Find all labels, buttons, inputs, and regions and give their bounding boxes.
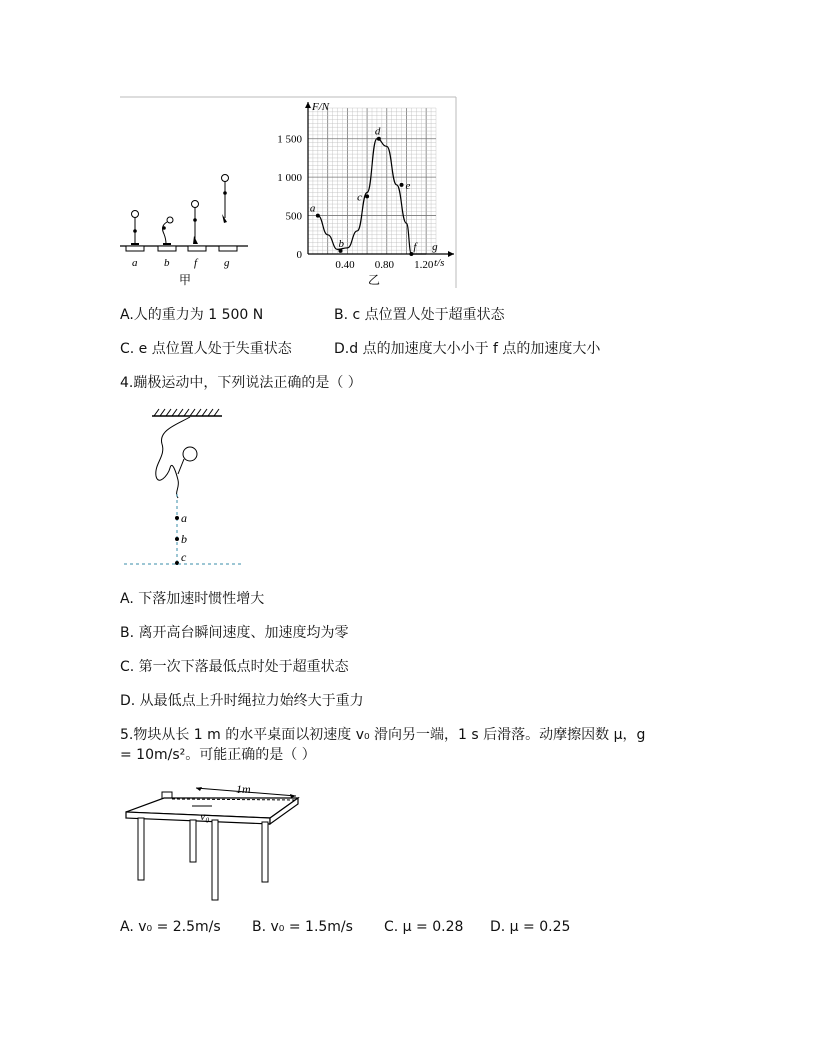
chart-ylabel: F/N — [312, 101, 330, 113]
q3-option-d[interactable]: D.d 点的加速度大小小于 f 点的加速度大小 — [334, 341, 601, 357]
label-c: c — [181, 550, 187, 564]
chart-point-e — [400, 183, 404, 187]
q3-figure-svg — [118, 96, 458, 292]
x-axis-arrow — [448, 251, 454, 257]
q5-option-c[interactable]: C. μ = 0.28 — [384, 919, 464, 935]
jia-label-a: a — [132, 257, 138, 269]
label-a: a — [181, 511, 187, 525]
q4-option-c[interactable]: C. 第一次下落最低点时处于超重状态 — [120, 659, 349, 675]
y-tick-label-3: 1 500 — [277, 133, 302, 146]
chart-point-label-c: c — [357, 191, 362, 204]
chart-point-label-e: e — [405, 179, 411, 192]
q4-figure — [118, 404, 248, 574]
q5-option-b[interactable]: B. v₀ = 1.5m/s — [252, 919, 353, 935]
bungee-svg — [118, 404, 248, 574]
jia-label-g: g — [224, 257, 230, 269]
chart-grid — [308, 108, 436, 254]
jia-label-f: f — [194, 257, 198, 269]
y-tick-label-2: 1 000 — [277, 172, 302, 185]
q3-option-a[interactable]: A.人的重力为 1 500 N — [120, 307, 264, 323]
q3-option-b[interactable]: B. c 点位置人处于超重状态 — [334, 307, 505, 323]
x-tick-label-0: 0.40 — [335, 259, 355, 271]
chart-xlabel: t/s — [434, 257, 445, 269]
chart-point-label-d: d — [374, 125, 381, 138]
q4-stem: 4.蹦极运动中，下列说法正确的是（ ） — [120, 375, 362, 391]
label-b: b — [181, 532, 187, 546]
y-tick-label-1: 500 — [285, 210, 302, 223]
q4-option-a[interactable]: A. 下落加速时惯性增大 — [120, 591, 265, 607]
x-tick-label-2: 1.20 — [414, 259, 434, 271]
velocity-label: v₀ — [200, 809, 210, 823]
chart-yi — [277, 101, 454, 287]
q4-option-b[interactable]: B. 离开高台瞬间速度、加速度均为零 — [120, 625, 349, 641]
q5-option-d[interactable]: D. μ = 0.25 — [490, 919, 571, 935]
q5-figure — [120, 784, 310, 904]
fig-jia — [120, 175, 248, 288]
chart-point-a — [316, 214, 320, 218]
y-axis-arrow — [305, 102, 311, 108]
point-a — [175, 516, 179, 520]
chart-point-label-a: a — [309, 202, 316, 215]
chart-point-label-f: f — [413, 241, 417, 253]
chart-caption: 乙 — [368, 273, 381, 287]
table-svg — [120, 784, 310, 904]
chart-point-c — [365, 194, 369, 198]
jia-label-b: b — [164, 257, 170, 269]
q5-stem-line2: = 10m/s²。可能正确的是（ ） — [120, 747, 316, 763]
chart-point-label-g: g — [432, 241, 438, 253]
y-tick-label-0: 0 — [296, 249, 302, 261]
q4-option-d[interactable]: D. 从最低点上升时绳拉力始终大于重力 — [120, 693, 364, 709]
q5-option-a[interactable]: A. v₀ = 2.5m/s — [120, 919, 221, 935]
x-tick-label-1: 0.80 — [374, 259, 395, 271]
q3-option-c[interactable]: C. e 点位置人处于失重状态 — [120, 341, 292, 357]
q3-figure — [118, 96, 458, 292]
length-label: 1m — [236, 784, 251, 796]
q5-stem-line1: 5.物块从长 1 m 的水平桌面以初速度 v₀ 滑向另一端，1 s 后滑落。动摩擦因数 μ，g — [120, 727, 646, 743]
point-b — [175, 537, 179, 541]
jia-caption: 甲 — [179, 273, 192, 287]
chart-point-label-b: b — [338, 237, 344, 250]
